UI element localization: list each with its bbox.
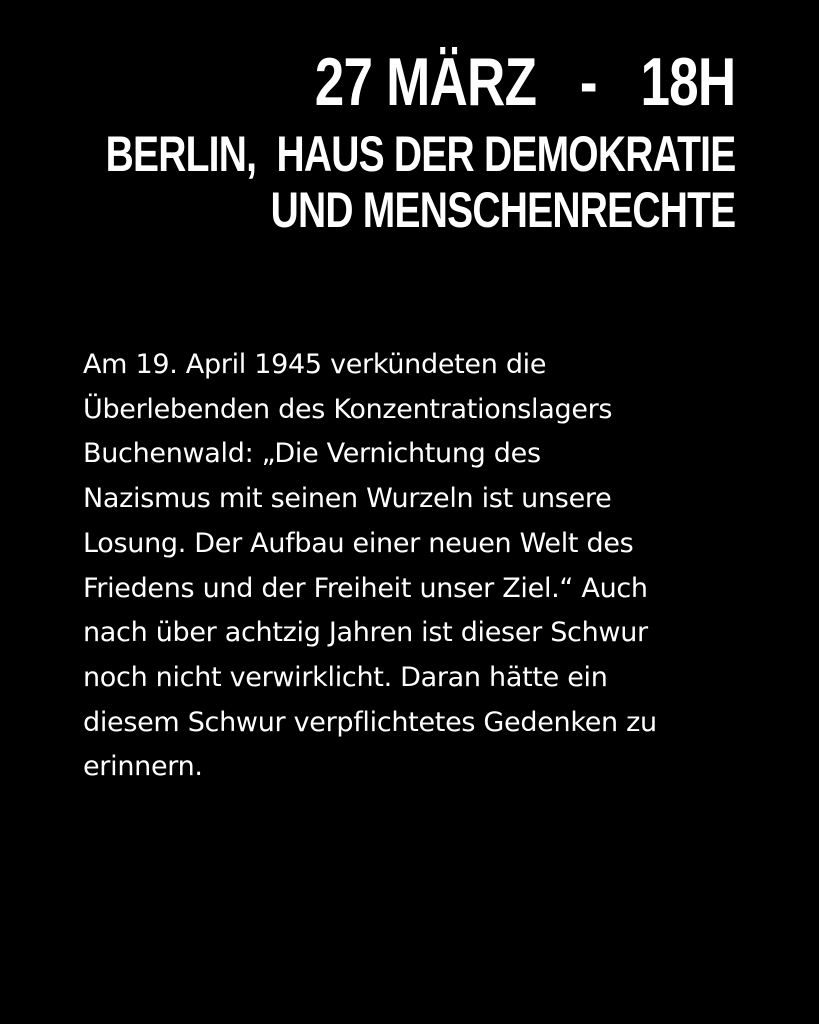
body-line: nach über achtzig Jahren ist dieser Schwur bbox=[83, 617, 648, 649]
body-line: Nazismus mit seinen Wurzeln ist unsere bbox=[83, 483, 612, 515]
event-time: 18H bbox=[640, 44, 735, 120]
body-line: Friedens und der Freiheit unser Ziel.“ Auch bbox=[83, 572, 648, 604]
venue-name-part-1: HAUS DER DEMOKRATIE bbox=[276, 126, 735, 182]
body-paragraph bbox=[83, 343, 743, 790]
venue-line-1 bbox=[105, 126, 735, 182]
venue-line-2 bbox=[105, 182, 735, 238]
event-header bbox=[0, 44, 735, 238]
body-line: diesem Schwur verpflichtetes Gedenken zu bbox=[83, 706, 657, 738]
date-time-separator: - bbox=[579, 44, 597, 120]
body-line: erinnern. bbox=[83, 751, 203, 783]
venue-name-part-2: UND MENSCHENRECHTE bbox=[270, 182, 735, 238]
event-date: 27 MÄRZ bbox=[314, 44, 536, 120]
body-line: Überlebenden des Konzentrationslagers bbox=[83, 393, 613, 425]
body-line: noch nicht verwirklicht. Daran hätte ein bbox=[83, 661, 608, 693]
body-line: Buchenwald: „Die Vernichtung des bbox=[83, 438, 541, 470]
body-line: Am 19. April 1945 verkündeten die bbox=[83, 349, 547, 380]
date-time-line bbox=[105, 44, 735, 120]
event-city: BERLIN, bbox=[105, 126, 256, 182]
body-line: Losung. Der Aufbau einer neuen Welt des bbox=[83, 527, 634, 559]
